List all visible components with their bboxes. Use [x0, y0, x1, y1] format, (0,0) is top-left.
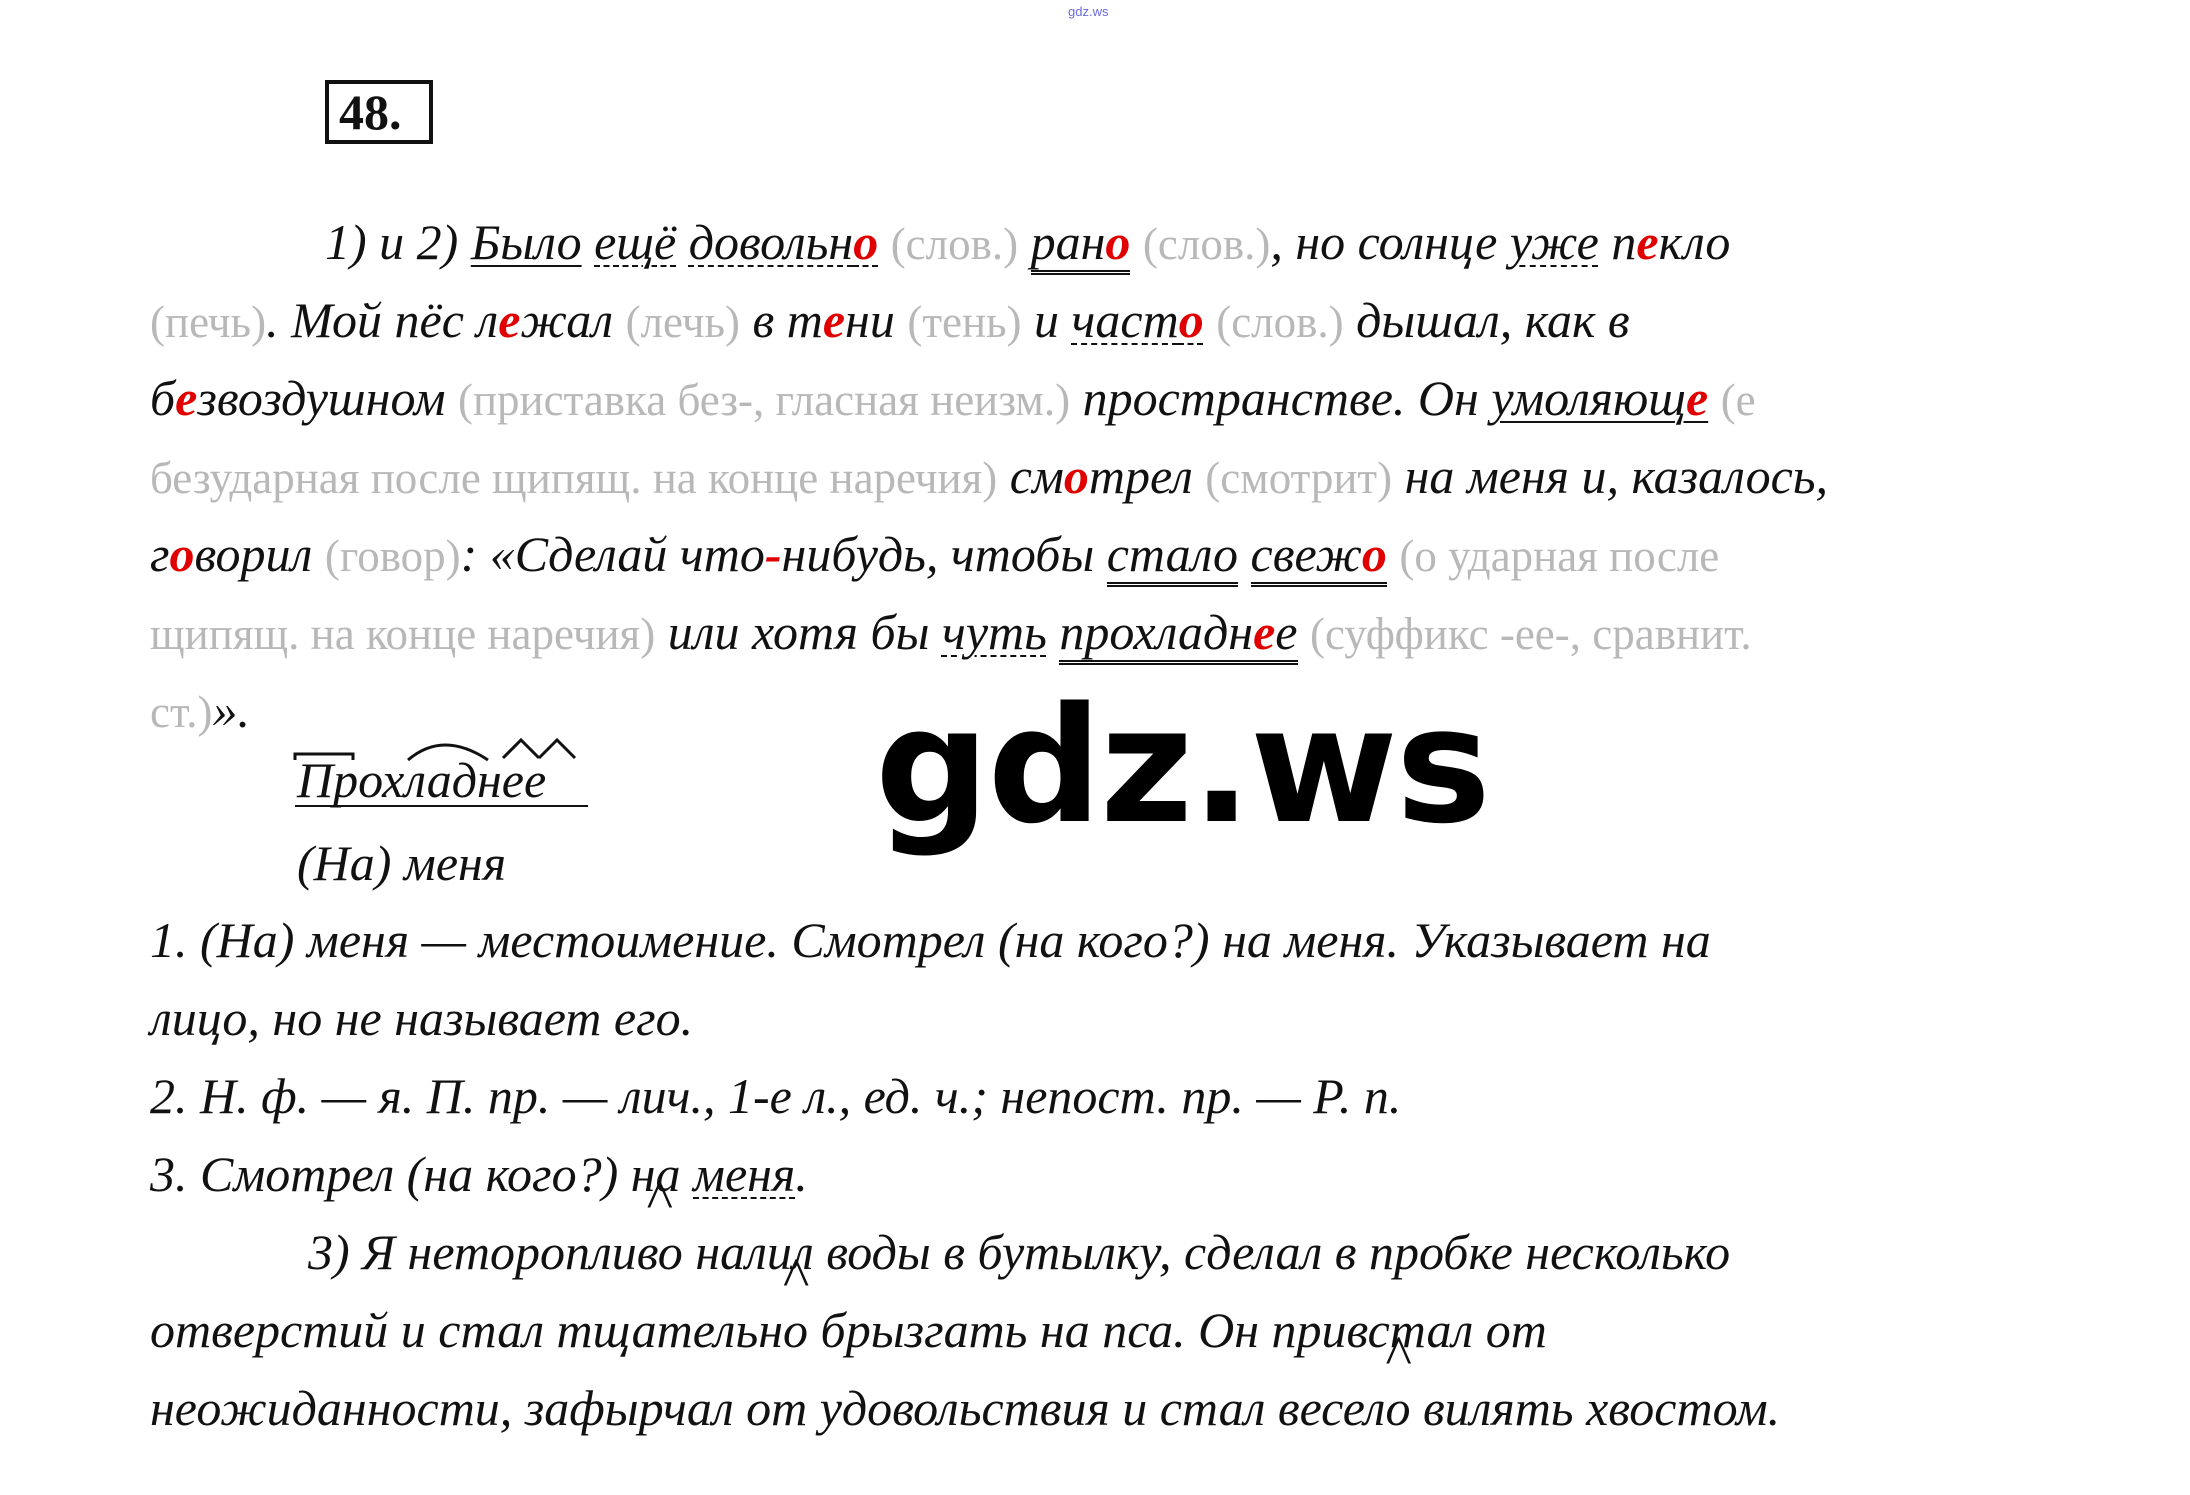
caret-2: ^ о [783, 1300, 808, 1360]
text-line-1 [325, 212, 1730, 274]
analysis-line-3: 2. Н. ф. — я. П. пр. — лич., 1-е л., ед. ч.; непост. пр. — Р. п. [150, 1068, 1402, 1124]
word-dovolno: довольно [688, 214, 879, 270]
analysis-line-1: 1. (На) меня — местоимение. Смотрел (на кого?) на меня. Указывает на [150, 912, 1711, 968]
note-slov-1: (слов.) [890, 219, 1019, 269]
source-mark: gdz.ws [1068, 4, 1109, 19]
note-e-1: (е [1720, 375, 1756, 425]
word-uzhe: уже [1509, 214, 1599, 270]
text-na-menya: на меня и, казалось, [1404, 448, 1829, 504]
note-slov-2: (слов.) [1142, 219, 1271, 269]
text-sdelay: : «Сделай что-нибудь, чтобы [460, 526, 1095, 582]
note-o-1: (о ударная после [1399, 531, 1720, 581]
note-st: ст.) [150, 687, 213, 737]
text-moy-pes: . Мой пёс лежал [266, 292, 614, 348]
word-bezvozdushnom: безвоздушном [150, 370, 446, 426]
p3-line-1: 3) Я неторопли^ во налил воды в бутылку, сделал в пробке несколько [308, 1222, 1730, 1282]
text-line-7 [150, 680, 250, 742]
text-line-2 [150, 290, 1630, 352]
text-dyshal: дышал, как в [1356, 292, 1630, 348]
word-smotrel: смотрел [1009, 448, 1193, 504]
word-peklo: пекло [1611, 214, 1731, 270]
text-prostranstve: пространстве. Он [1082, 370, 1479, 426]
text-ili-hotya: или хотя бы [667, 604, 930, 660]
word-prohladnee: прохладнее [1059, 604, 1297, 665]
morph-word: Прохладнее [297, 752, 547, 808]
analysis-line-4: 3. Смотрел (на кого?) на меня. [150, 1146, 808, 1202]
word-umolyayushche: умоляюще [1491, 370, 1709, 426]
p3-line-3: неожиданности, зафырчал от удовольствия и стал весел^ о вилять хвостом. [150, 1378, 1780, 1438]
text-line-4 [150, 446, 1828, 508]
word-stalo: стало [1107, 526, 1238, 587]
note-suffix: (суффикс -ее-, сравнит. [1310, 609, 1752, 659]
note-pech: (печь) [150, 297, 267, 347]
text-no-solntse: , но солнце [1270, 214, 1498, 270]
note-slov-3: (слов.) [1216, 297, 1344, 347]
word-eshche: ещё [594, 214, 677, 270]
note-lech: (лечь) [625, 297, 740, 347]
word-govoril: говорил [150, 526, 313, 582]
note-bez: (приставка без-, гласная неизм.) [457, 375, 1071, 425]
text-close: ». [212, 682, 250, 738]
watermark: gdz.ws [875, 672, 1490, 859]
caret-1: ^ во [637, 1222, 683, 1282]
p3-line-2: отверстий и стал тщательн^ о брызгать на пса. Он привстал от [150, 1300, 1547, 1360]
note-ten: (тень) [907, 297, 1022, 347]
word-menya-dotted: меня [693, 1146, 796, 1202]
word-chut: чуть [941, 604, 1047, 660]
word-svezho: свежо [1251, 526, 1387, 587]
text-line-5 [150, 524, 1719, 586]
word-chasto: часто [1071, 292, 1204, 348]
word-rano: рано [1031, 214, 1131, 275]
intro: 1) и 2) [325, 214, 471, 270]
text-line-3 [150, 368, 1756, 430]
analysis-line-2: лицо, но не называет его. [150, 990, 694, 1046]
text-line-6 [150, 602, 1752, 664]
note-govor: (говор) [324, 531, 461, 581]
note-smotrit: (смотрит) [1205, 453, 1393, 503]
text-i: и [1034, 292, 1060, 348]
note-e-2: безударная после щипящ. на конце наречия) [150, 453, 998, 503]
exercise-number: 48. [325, 80, 433, 144]
note-o-2: щипящ. на конце наречия) [150, 609, 656, 659]
text-v-teni: в тени [752, 292, 895, 348]
word-bylo: Было [470, 214, 582, 270]
caret-3: ^ о [1385, 1378, 1410, 1438]
pronoun-heading: (На) меня [297, 835, 507, 891]
